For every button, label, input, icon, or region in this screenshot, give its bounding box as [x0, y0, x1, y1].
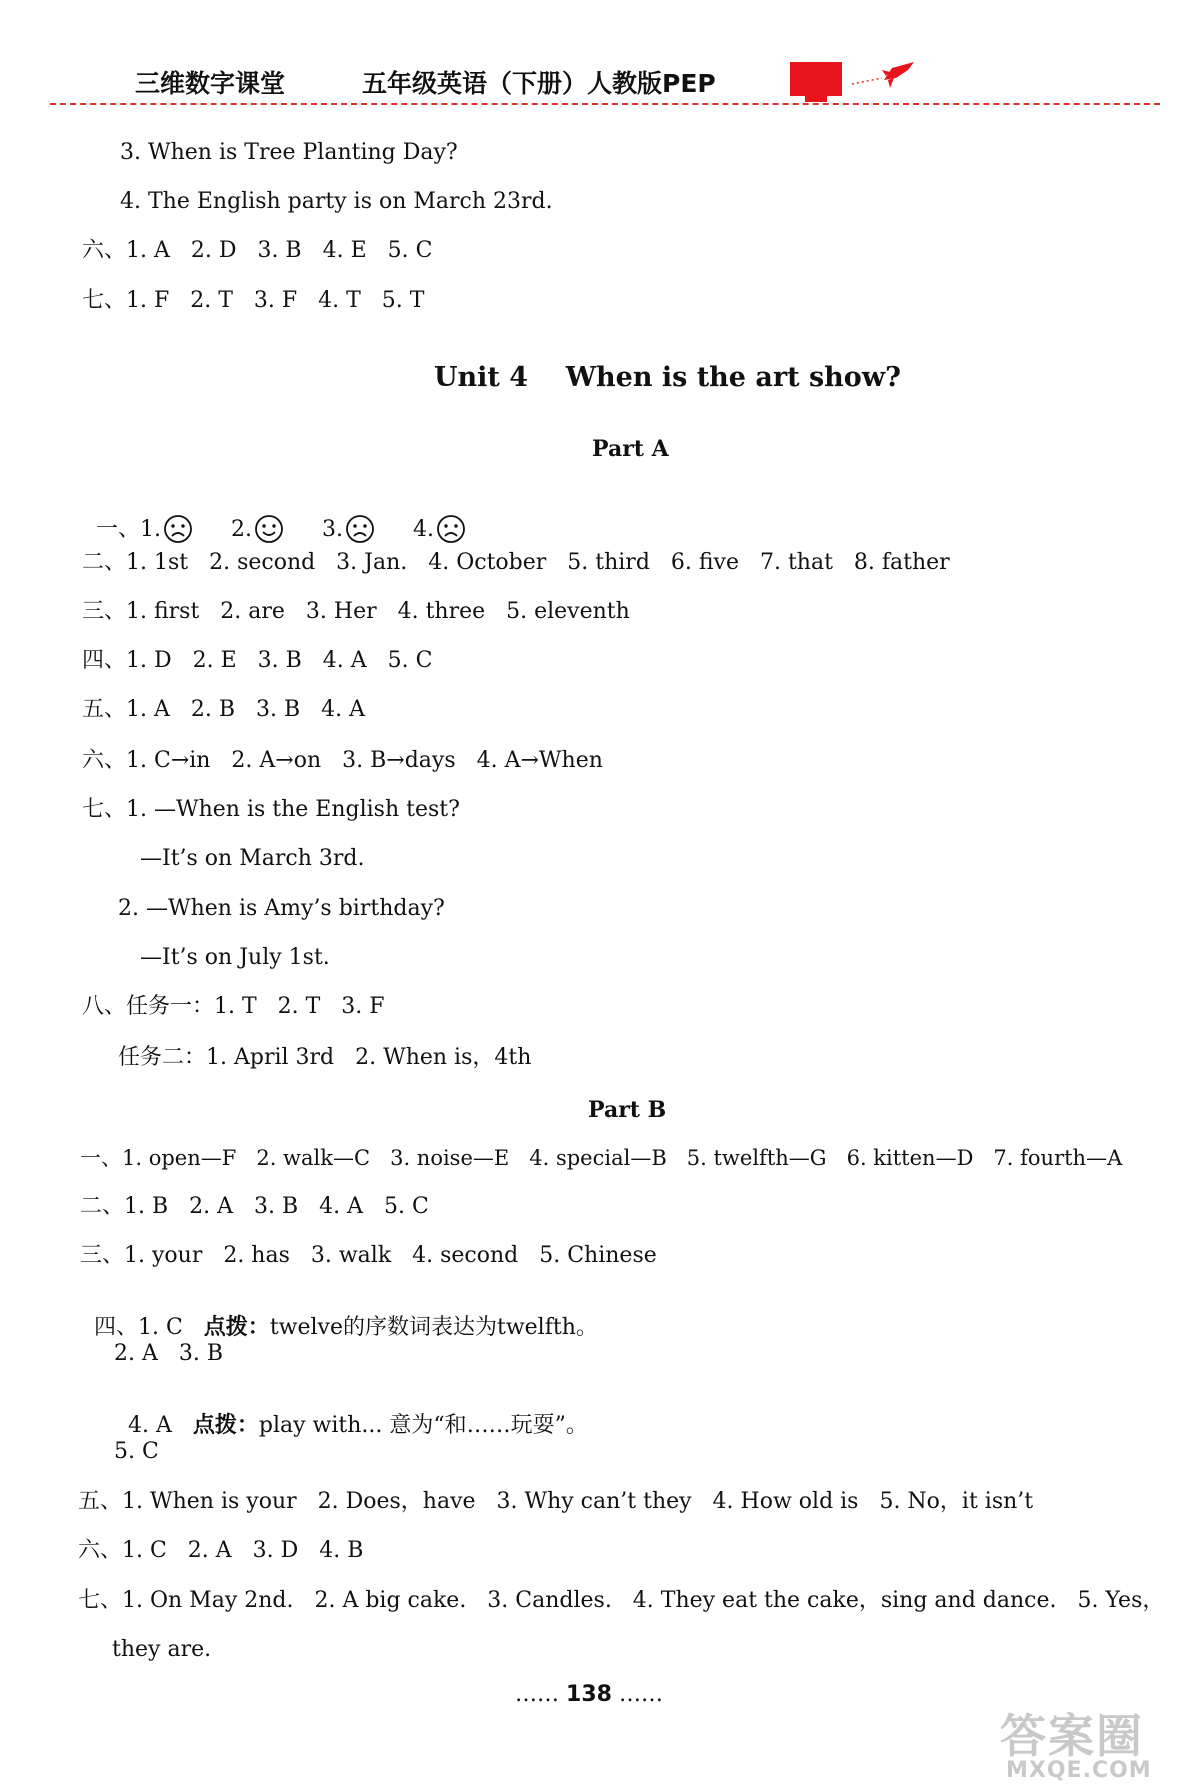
logo-block — [790, 62, 842, 96]
site-watermark — [1000, 1700, 1170, 1790]
part-a-title: Part A — [592, 436, 669, 462]
part-b-title: Part B — [588, 1097, 667, 1123]
answer-line: 六、1. C 2. A 3. D 4. B — [78, 1538, 364, 1563]
answer-line: they are. — [112, 1637, 212, 1662]
answer-line: 一、1. open—F 2. walk—C 3. noise—E 4. special—B 5. twelfth—G 6. kitten—D 7. fourth—A — [80, 1146, 1123, 1170]
answer-line: 五、1. A 2. B 3. B 4. A — [82, 697, 365, 722]
rocket-icon — [848, 58, 918, 92]
happy-face-icon — [254, 514, 284, 544]
answer-line-with-tip — [114, 1392, 588, 1437]
answer-line: 4. The English party is on March 23rd. — [120, 189, 553, 214]
answer-line: 七、1. —When is the English test? — [82, 797, 460, 822]
face-answers-row — [82, 492, 466, 544]
answer-line: 六、1. A 2. D 3. B 4. E 5. C — [82, 238, 433, 263]
answer-line: 四、1. D 2. E 3. B 4. A 5. C — [82, 648, 433, 673]
header-divider — [50, 103, 1160, 105]
tip-text: play with... 意为“和……玩耍”。 — [258, 1413, 588, 1438]
page-header — [0, 0, 1178, 110]
logo-base — [805, 96, 827, 102]
answer-line: 三、1. first 2. are 3. Her 4. three 5. eleventh — [82, 599, 630, 624]
footer-dots: …… — [515, 1682, 560, 1707]
answer-line: 二、1. 1st 2. second 3. Jan. 4. October 5. third 6. five 7. that 8. father — [82, 550, 950, 575]
answer-line: 五、1. When is your 2. Does，have 3. Why can’t they 4. How old is 5. No，it isn’t — [78, 1489, 1034, 1514]
answer-line: 六、1. C→in 2. A→on 3. B→days 4. A→When — [82, 748, 603, 773]
answer-line: 任务二：1. April 3rd 2. When is，4th — [118, 1045, 532, 1070]
answer-line: —It’s on March 3rd. — [140, 846, 365, 871]
answer-line: 5. C — [114, 1439, 159, 1464]
answer-line: 七、1. F 2. T 3. F 4. T 5. T — [82, 288, 425, 313]
footer-dots: …… — [618, 1682, 663, 1707]
face-num: 2. — [231, 517, 253, 542]
sad-face-icon — [345, 514, 375, 544]
watermark-logo: 答案圈 — [1000, 1709, 1144, 1763]
answer-line: 三、1. your 2. has 3. walk 4. second 5. Chinese — [80, 1243, 657, 1268]
answer-line: 3. When is Tree Planting Day? — [120, 140, 458, 165]
tip-label: 点拨： — [203, 1314, 270, 1340]
answer-line: 七、1. On May 2nd. 2. A big cake. 3. Candles. 4. They eat the cake，sing and dance. 5. Yes， — [78, 1588, 1165, 1613]
face-num: 1. — [140, 517, 162, 542]
face-num: 3. — [322, 517, 344, 542]
series-title: 三维数字课堂 — [135, 69, 286, 98]
answer-text: 4. A — [128, 1413, 193, 1438]
section-prefix: 一、 — [96, 517, 141, 542]
face-num: 4. — [413, 517, 435, 542]
answer-line: 二、1. B 2. A 3. B 4. A 5. C — [80, 1194, 429, 1219]
answer-line: —It’s on July 1st. — [140, 945, 330, 970]
answer-text: 四、1. C — [94, 1315, 204, 1340]
unit-title: Unit 4 When is the art show? — [434, 362, 901, 393]
answer-line: 2. —When is Amy’s birthday? — [118, 896, 445, 921]
answer-line: 2. A 3. B — [114, 1341, 224, 1366]
book-title: 五年级英语（下册）人教版PEP — [362, 69, 716, 98]
answer-line-with-tip — [80, 1294, 598, 1339]
sad-face-icon — [163, 514, 193, 544]
page-number: 138 — [566, 1682, 612, 1707]
watermark-site: MXQE.COM — [1006, 1758, 1152, 1783]
sad-face-icon — [436, 514, 466, 544]
tip-label: 点拨： — [192, 1412, 259, 1438]
answer-line: 八、任务一：1. T 2. T 3. F — [82, 994, 385, 1019]
tip-text: twelve的序数词表达为twelfth。 — [269, 1315, 598, 1340]
